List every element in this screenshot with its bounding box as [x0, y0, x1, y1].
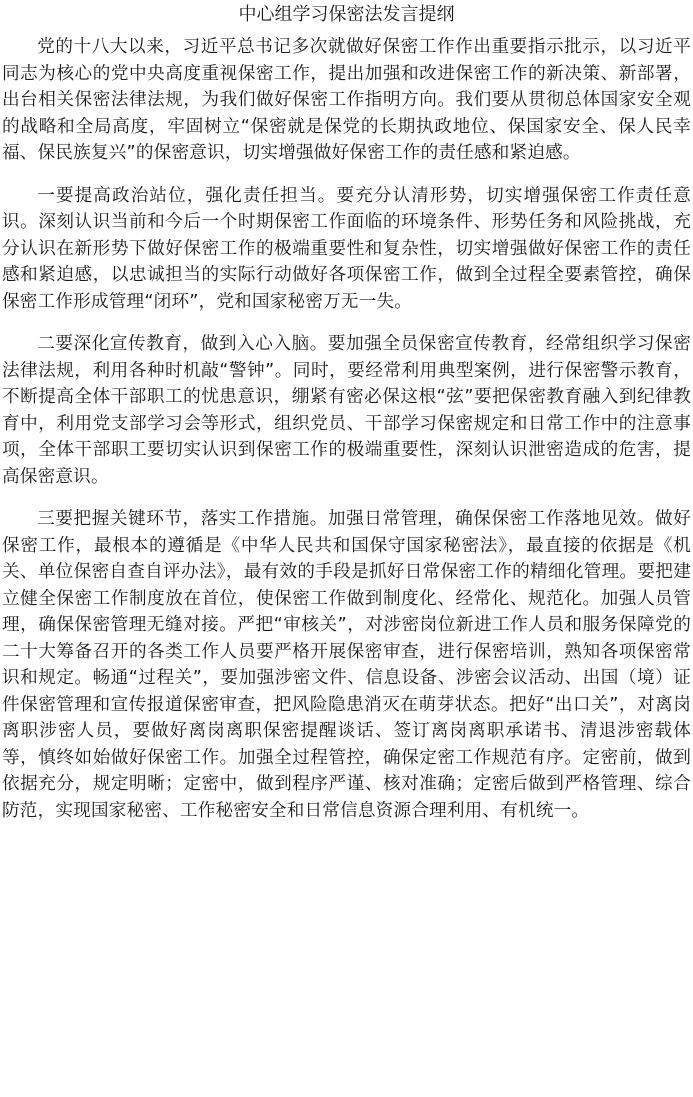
paragraph-point-three: 三要把握关键环节，落实工作措施。加强日常管理，确保保密工作落地见效。做好保密工作，最根本的遵循是《中华人民共和国保守国家秘密法》，最直接的依据是《机关、单位保密自查自评办法》，最有效的手段是抓好日常保密工作的精细化管理。要把建立健全保密工作制度放在首位，使保密工作做到制度化、经常化、规范化。加强人员管理，确保保密管理无缝对接。严把“审核关”，对涉密岗位新进工作人员和服务保障党的二十大筹备召开的各类工作人员要严格开展保密审查，进行保密培训，熟知各项保密常识和规定。畅通“过程关”，要加强涉密文件、信息设备、涉密会议活动、出国（境）证件保密管理和宣传报道保密审查，把风险隐患消灭在萌芽状态。把好“出口关”，对离岗离职涉密人员，要做好离岗离职保密提醒谈话、签订离岗离职承诺书、清退涉密载体等，慎终如始做好保密工作。加强全过程管控，确保定密工作规范有序。定密前，做到依据充分，规定明晰；定密中，做到程序严谨、核对准确；定密后做到严格管理、综合防范，实现国家秘密、工作秘密安全和日常信息资源合理利用、有机统一。 [2, 509, 691, 821]
document-title: 中心组学习保密法发言提纲 [238, 4, 455, 25]
paragraph-point-two: 二要深化宣传教育，做到入心入脑。要加强全员保密宣传教育，经常组织学习保密法律法规，利用各种时机敲“警钟”。同时，要经常利用典型案例，进行保密警示教育，不断提高全体干部职工的忧患意识，绷紧有密必保这根“弦”要把保密教育融入到纪律教育中，利用党支部学习会等形式，组织党员、干部学习保密规定和日常工作中的注意事项，全体干部职工要切实认识到保密工作的极端重要性，深刻认识泄密造成的危害，提高保密意识。 [2, 334, 691, 487]
paragraph-intro: 党的十八大以来，习近平总书记多次就做好保密工作作出重要指示批示，以习近平同志为核心的党中央高度重视保密工作，提出加强和改进保密工作的新决策、新部署，出台相关保密法律法规，为我们做好保密工作指明方向。我们要从贯彻总体国家安全观的战略和全局高度，牢固树立“保密就是保党的长期执政地位、保国家安全、保人民幸福、保民族复兴”的保密意识，切实增强做好保密工作的责任感和紧迫感。 [2, 37, 691, 163]
paragraph-point-one: 一要提高政治站位，强化责任担当。要充分认清形势，切实增强保密工作责任意识。深刻认识当前和今后一个时期保密工作面临的环境条件、形势任务和风险挑战，充分认识在新形势下做好保密工作的极端重要性和复杂性，切实增强做好保密工作的责任感和紧迫感，以忠诚担当的实际行动做好各项保密工作，做到全过程全要素管控，确保保密工作形成管理“闭环”，党和国家秘密万无一失。 [2, 185, 691, 312]
